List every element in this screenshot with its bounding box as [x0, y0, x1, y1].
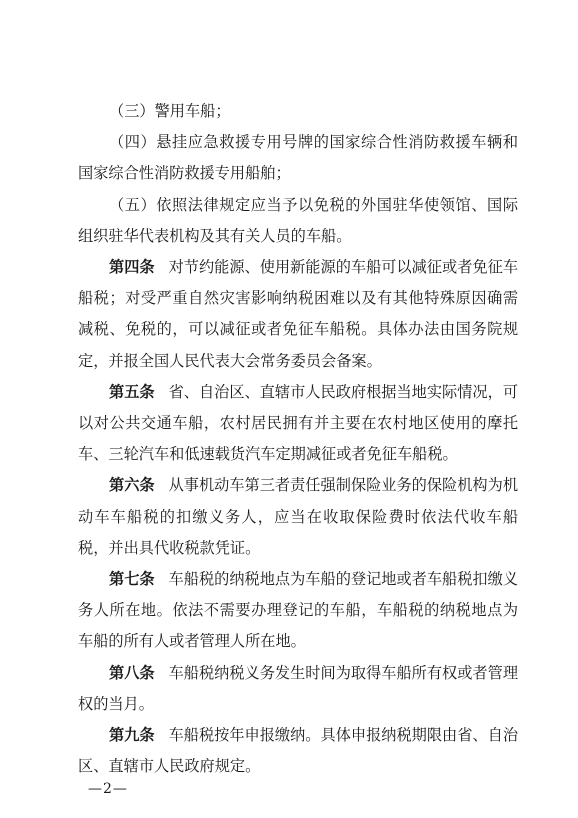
article-9 [78, 720, 518, 782]
article-heading: 第八条 [109, 663, 155, 682]
article-5 [78, 377, 518, 471]
paragraph-text: （五）依照法律规定应当予以免税的外国驻华使领馆、国际组织驻华代表机构及其有关人员的车船。 [78, 195, 518, 245]
paragraph-item-3 [78, 96, 518, 127]
article-text: 车船税纳税义务发生时间为取得车船所有权或者管理权的当月。 [78, 663, 519, 713]
article-heading: 第九条 [109, 726, 155, 745]
article-text: 省、自治区、直辖市人民政府根据当地实际情况，可以对公共交通车船，农村居民拥有并主要在农村地区使用的摩托车、三轮汽车和低速载货汽车定期减征或者免征车船税。 [78, 382, 519, 464]
paragraph-item-4 [78, 127, 518, 189]
article-text: 对节约能源、使用新能源的车船可以减征或者免征车船税；对受严重自然灾害影响纳税困难以及有其他特殊原因确需减税、免税的，可以减征或者免征车船税。具体办法由国务院规定，并报全国人民代表大会常务委员会备案。 [78, 258, 519, 370]
article-8 [78, 658, 518, 720]
document-body [78, 96, 518, 782]
paragraph-item-5 [78, 190, 518, 252]
article-4 [78, 252, 518, 377]
article-text: 从事机动车第三者责任强制保险业务的保险机构为机动车车船税的扣缴义务人，应当在收取保险费时依法代收车船税，并出具代收税款凭证。 [78, 476, 519, 557]
article-text: 车船税按年申报缴纳。具体申报纳税期限由省、自治区、直辖市人民政府规定。 [78, 726, 519, 776]
article-text: 车船税的纳税地点为车船的登记地或者车船税扣缴义务人所在地。依法不需要办理登记的车船，车船税的纳税地点为车船的所有人或者管理人所在地。 [78, 570, 519, 651]
paragraph-text: （四）悬挂应急救援专用号牌的国家综合性消防救援车辆和国家综合性消防救援专用船舶； [78, 133, 518, 183]
article-heading: 第四条 [109, 258, 155, 277]
article-6 [78, 470, 518, 564]
paragraph-text: （三）警用车船； [109, 102, 231, 120]
article-heading: 第六条 [109, 476, 155, 495]
article-heading: 第五条 [109, 382, 155, 401]
page-number: —2— [88, 781, 128, 797]
article-heading: 第七条 [109, 570, 155, 589]
article-7 [78, 564, 518, 658]
